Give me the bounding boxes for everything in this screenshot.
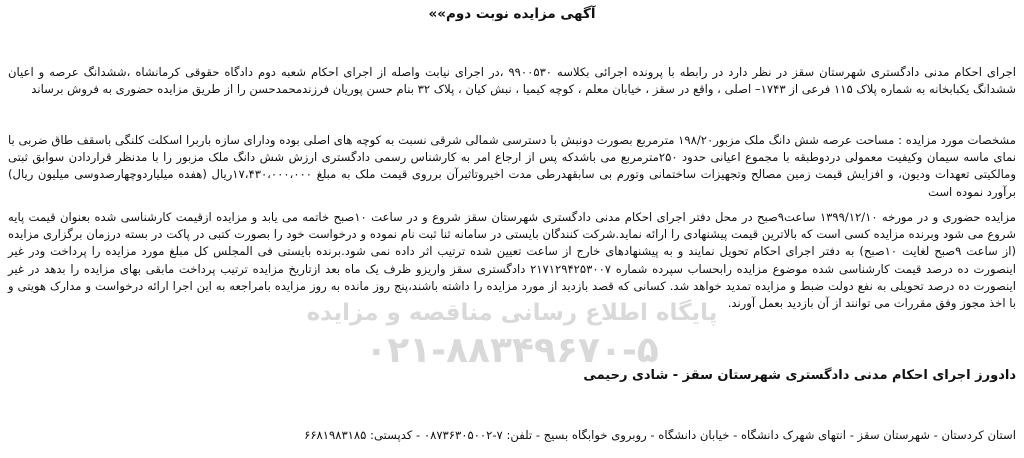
notice-title: آگهی مزایده نوبت دوم»» [428, 6, 596, 22]
paragraph-auction-terms: مزایده حضوری و در مورخه ۱۳۹۹/۱۲/۱۰ ساعت۹صبح در محل دفتر اجرای احکام مدنی دادگستری شهرستان سقز شروع و در ساعت ۱۰صبح خاتمه می یابد و مزایده ازقیمت کارشناسی شده بعنوان قیمت پایه شروع می شود وبرنده مزایده کسی است که بالاترین قیمت پیشنهادی را ارائه نماید.شرکت کنندگان بایستی در سامانه ثنا ثبت نام نموده و درخواست خود را بصورت کتبی در پاکت در بسته درزمان برگزاری مزایده (از ساعت ۹صبح لغایت ۱۰صبح) به دفتر اجرای احکام تحویل نمایند و به پیشنهادهای خارج از ساعت تعیین شده ترتیب اثر داده نمی شود.برنده بایستی فی المجلس کل مبلغ مورد مزایده را پرداخت ودر غیر اینصورت ده درصد قیمت کارشناسی شده موضوع مزایده رابحساب سپرده شماره ۲۱۷۱۲۹۴۲۵۳۰۰۷ دادگستری سقز واریزو ظرف یک ماه بعد ازتاریخ مزایده ترتیب پرداخت مابقی بهای مزایده را بدهد در غیر اینصورت ده درصد تحویلی به نفع دولت ضبط و مزایده تمدید خواهد شد. کسانی که قصد بازدید از مورد مزایده را داشته باشند،پنج روز مانده به روز مزایده بامراجعه به این اجرا ارائه درخواست و مدارک هویتی و با اخذ مجوز وفق مقررات می توانند از آن بازدید بعمل آورند. [8, 210, 1017, 311]
watermark-phone: ۰۲۱-۸۸۳۴۹۶۷۰-۵ [365, 330, 659, 371]
watermark-text: پایگاه اطلاع رسانی مناقصه و مزایده [306, 300, 718, 326]
address-line: استان کردستان - شهرستان سقز - انتهای شهرک دانشگاه - خیابان دانشگاه - روبروی خوابگاه بسیج - تلفن: ۷-۰۸۷۳۶۳۰۵۰۰۲ - کدپستی: ۶۶۸۱۹۸۳۱۸۵ [304, 428, 1016, 442]
paragraph-property-specs: مشخصات مورد مزایده : مساحت عرصه شش دانگ ملک مزبور۱۹۸/۲۰ مترمربع بصورت دونبش با دسترسی شمالی شرقی نسبت به کوچه های اصلی بوده ودارای سازه باربرا اسکلت کلنگی باسقف طاق ضربی با نمای ماسه سیمان وکیفیت معمولی دردوطبقه با مجموع اعیانی حدود ۲۵۰مترمربع می باشدکه پس از ارجاع امر به کارشناس رسمی دادگستری ارزش شش دانگ ملک مزبور را با مدنظر قراردادن سوابق ثبتی ومالکیتی تعهدات ودیون، و افزایش قیمت زمین مصالح وتجهیزات ساختمانی وتورم بی سابقهدرطی مدت اخیروتاثیرآن برروی قیمت ملک به مبلغ ۱۷،۴۳۰،۰۰۰،۰۰۰ریال (هفده میلیاردوچهارصدوسی میلیون ریال) برآورد نموده است [8, 133, 1017, 199]
paragraph-intro: اجرای احکام مدنی دادگستری شهرستان سقز در نظر دارد در رابطه با پرونده اجرائی بکلاسه ۹۹۰۰۵۳۰ ،در اجرای نیابت واصله از اجرای احکام شعبه دوم دادگاه حقوقی کرمانشاه ،ششدانگ عرصه و اعیان ششدانگ یکبابخانه به شماره پلاک ۱۱۵ فرعی از ۱۷۴۳– اصلی ، واقع در سقز ، خیابان معلم ، کوچه کیمیا ، نبش کیان ، پلاک ۳۲ بنام حسن پوریان فرزندمحمدحسن را از طریق مزایده حضوری به فروش برساند [8, 65, 1016, 97]
signature: دادورز اجرای احکام مدنی دادگستری شهرستان سقز - شادی رحیمی [583, 368, 1016, 383]
